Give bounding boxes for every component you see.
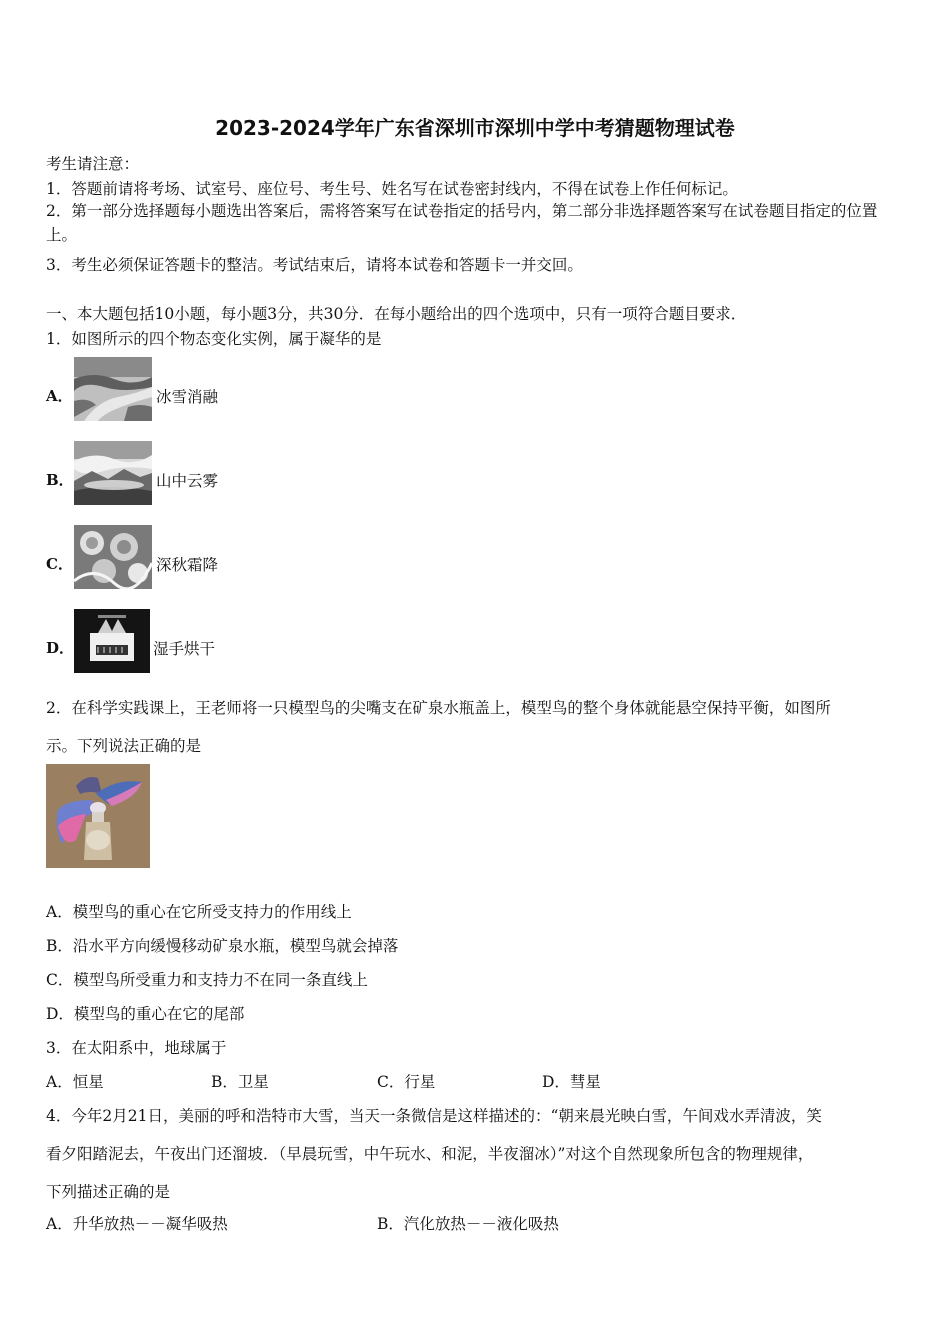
q2-option-a: A．模型鸟的重心在它所受支持力的作用线上 bbox=[46, 903, 352, 921]
mountain-fog-photo-icon bbox=[74, 441, 152, 505]
question-4-stem-line-3: 下列描述正确的是 bbox=[46, 1183, 171, 1201]
section-heading: 一、本大题包括10小题，每小题3分，共30分．在每小题给出的四个选项中，只有一项符合题目要求． bbox=[46, 305, 747, 323]
q1-option-d-label: D． bbox=[46, 639, 75, 657]
question-1-stem: 1．如图所示的四个物态变化实例，属于凝华的是 bbox=[46, 330, 382, 348]
question-4-stem-line-1: 4．今年2月21日，美丽的呼和浩特市大雪，当天一条微信是这样描述的：“朝来晨光映白雪，午间戏水弄清波，笑 bbox=[46, 1107, 822, 1125]
notice-item-3: 3．考生必须保证答题卡的整洁。考试结束后，请将本试卷和答题卡一并交回。 bbox=[46, 256, 583, 274]
model-bird-photo-icon bbox=[46, 764, 150, 868]
hand-dryer-photo-icon bbox=[74, 609, 150, 673]
q3-option-c: C．行星 bbox=[377, 1073, 436, 1091]
question-3-stem: 3．在太阳系中，地球属于 bbox=[46, 1039, 227, 1057]
q1-option-a-text: 冰雪消融 bbox=[156, 388, 219, 406]
question-2-stem-line-1: 2．在科学实践课上，王老师将一只模型鸟的尖嘴支在矿泉水瓶盖上，模型鸟的整个身体就能悬空保持平衡，如图所 bbox=[46, 699, 831, 717]
frost-photo-icon bbox=[74, 525, 152, 589]
q3-option-d: D．彗星 bbox=[542, 1073, 601, 1091]
q1-option-c-text: 深秋霜降 bbox=[156, 556, 219, 574]
q1-option-d-text: 湿手烘干 bbox=[153, 640, 216, 658]
page-title: 2023-2024学年广东省深圳市深圳中学中考猜题物理试卷 bbox=[215, 116, 735, 140]
q2-option-b: B．沿水平方向缓慢移动矿泉水瓶，模型鸟就会掉落 bbox=[46, 937, 399, 955]
q4-option-a: A．升华放热－－凝华吸热 bbox=[46, 1215, 228, 1233]
q2-option-d: D．模型鸟的重心在它的尾部 bbox=[46, 1005, 245, 1023]
q1-option-b-text: 山中云雾 bbox=[156, 472, 219, 490]
notice-item-1: 1．答题前请将考场、试室号、座位号、考生号、姓名写在试卷密封线内，不得在试卷上作任何标记。 bbox=[46, 180, 738, 198]
question-2-stem-line-2: 示。下列说法正确的是 bbox=[46, 737, 202, 755]
q1-option-c-label: C． bbox=[46, 555, 73, 573]
notice-heading: 考生请注意： bbox=[46, 155, 140, 173]
notice-item-2: 2．第一部分选择题每小题选出答案后，需将答案写在试卷指定的括号内，第二部分非选择题答案写在试卷题目指定的位置上。 bbox=[46, 202, 878, 244]
q3-option-b: B．卫星 bbox=[211, 1073, 269, 1091]
melting-snow-photo-icon bbox=[74, 357, 152, 421]
q3-option-a: A．恒星 bbox=[46, 1073, 104, 1091]
q1-option-b-label: B． bbox=[46, 471, 74, 489]
q2-option-c: C．模型鸟所受重力和支持力不在同一条直线上 bbox=[46, 971, 368, 989]
q1-option-a-label: A． bbox=[46, 387, 73, 405]
question-4-stem-line-2: 看夕阳踏泥去，午夜出门还溜坡．（早晨玩雪，中午玩水、和泥，半夜溜冰）”对这个自然现象所包含的物理规律， bbox=[46, 1145, 814, 1163]
q4-option-b: B．汽化放热－－液化吸热 bbox=[377, 1215, 559, 1233]
